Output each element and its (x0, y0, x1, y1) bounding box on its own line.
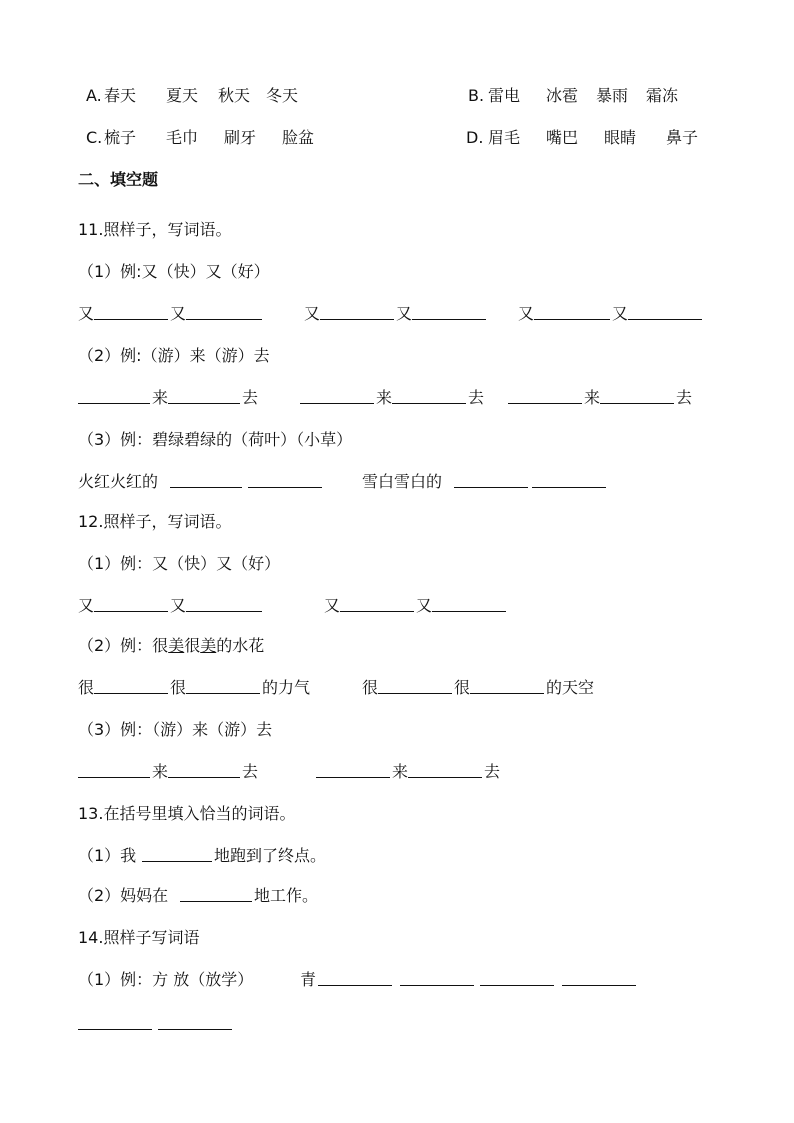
q12-lai: 来 (152, 762, 169, 781)
answer-blank[interactable] (628, 304, 702, 320)
answer-blank[interactable] (300, 388, 374, 404)
q11-example-3: （3）例：碧绿碧绿的（荷叶）（小草） (78, 430, 353, 449)
q11-example-1: （1）例:又（快）又（好） (78, 262, 270, 281)
answer-blank[interactable] (248, 472, 322, 488)
q13-s2-prefix: （2）妈妈在 (78, 886, 169, 905)
answer-blank[interactable] (186, 596, 262, 612)
option-a-word-3: 秋天 (218, 86, 251, 105)
option-d-letter: D. (466, 128, 484, 147)
option-c-word-1: 梳子 (104, 128, 137, 147)
answer-blank[interactable] (78, 388, 150, 404)
answer-blank[interactable] (432, 596, 506, 612)
answer-blank[interactable] (378, 678, 452, 694)
option-c-word-3: 刷牙 (224, 128, 257, 147)
option-a-letter: A. (86, 86, 102, 105)
q12-example-2-prefix: （2）例：很 (78, 636, 169, 655)
answer-blank[interactable] (400, 970, 474, 986)
option-b-word-1: 雷电 (488, 86, 521, 105)
q12-qu: 去 (242, 762, 259, 781)
q11-qu: 去 (676, 388, 693, 407)
q14-qing: 青 (300, 970, 317, 989)
q11-you: 又 (518, 304, 535, 323)
q12-example-2 (78, 636, 264, 656)
q12-hen: 很 (170, 678, 187, 697)
q11-huohong: 火红火红的 (78, 472, 159, 491)
answer-blank[interactable] (454, 472, 528, 488)
q12-hen: 很 (362, 678, 379, 697)
q12-lai: 来 (392, 762, 409, 781)
answer-blank[interactable] (412, 304, 486, 320)
answer-blank[interactable] (562, 970, 636, 986)
answer-blank[interactable] (532, 472, 606, 488)
answer-blank[interactable] (168, 388, 240, 404)
option-d-word-3: 眼睛 (604, 128, 637, 147)
q12-hen: 很 (78, 678, 95, 697)
q12-example-2-mid: 很 (184, 636, 201, 655)
q12-title: 12.照样子，写词语。 (78, 512, 232, 531)
q11-lai: 来 (376, 388, 393, 407)
answer-blank[interactable] (534, 304, 610, 320)
q11-xuebai: 雪白雪白的 (362, 472, 443, 491)
answer-blank[interactable] (142, 846, 212, 862)
q13-s1-prefix: （1）我 (78, 846, 137, 865)
q13-s2-suffix: 地工作。 (254, 886, 319, 905)
answer-blank[interactable] (170, 472, 242, 488)
answer-blank[interactable] (316, 762, 390, 778)
option-d-word-2: 嘴巴 (546, 128, 579, 147)
q11-example-2: （2）例:（游）来（游）去 (78, 346, 270, 365)
answer-blank[interactable] (78, 1014, 152, 1030)
option-a-word-4: 冬天 (266, 86, 299, 105)
option-c-letter: C. (86, 128, 103, 147)
option-d-word-4: 鼻子 (666, 128, 699, 147)
answer-blank[interactable] (94, 304, 168, 320)
option-b-word-4: 霜冻 (646, 86, 679, 105)
answer-blank[interactable] (318, 970, 392, 986)
answer-blank[interactable] (600, 388, 674, 404)
answer-blank[interactable] (392, 388, 466, 404)
option-b-letter: B. (468, 86, 485, 105)
answer-blank[interactable] (340, 596, 414, 612)
q11-lai: 来 (152, 388, 169, 407)
answer-blank[interactable] (408, 762, 482, 778)
option-a-word-1: 春天 (104, 86, 137, 105)
q12-qu: 去 (484, 762, 501, 781)
q11-you: 又 (612, 304, 629, 323)
answer-blank[interactable] (78, 762, 150, 778)
answer-blank[interactable] (94, 678, 168, 694)
answer-blank[interactable] (94, 596, 168, 612)
q12-example-2-suffix: 的水花 (216, 636, 265, 655)
q11-qu: 去 (242, 388, 259, 407)
q12-example-3: （3）例：（游）来（游）去 (78, 720, 273, 739)
q12-you: 又 (416, 596, 433, 615)
q11-you: 又 (396, 304, 413, 323)
answer-blank[interactable] (470, 678, 544, 694)
q11-qu: 去 (468, 388, 485, 407)
answer-blank[interactable] (480, 970, 554, 986)
answer-blank[interactable] (508, 388, 582, 404)
option-a-word-2: 夏天 (166, 86, 199, 105)
option-b-word-2: 冰雹 (546, 86, 579, 105)
section-title: 二、填空题 (78, 170, 159, 189)
q13-s1-suffix: 地跑到了终点。 (214, 846, 327, 865)
answer-blank[interactable] (320, 304, 394, 320)
q12-liqi: 的力气 (262, 678, 311, 697)
q12-example-1: （1）例：又（快）又（好） (78, 554, 281, 573)
option-b-word-3: 暴雨 (596, 86, 629, 105)
answer-blank[interactable] (186, 304, 262, 320)
answer-blank[interactable] (180, 886, 252, 902)
q14-title: 14.照样子写词语 (78, 928, 200, 947)
q12-you: 又 (78, 596, 95, 615)
option-c-word-2: 毛巾 (166, 128, 199, 147)
q11-you: 又 (170, 304, 187, 323)
answer-blank[interactable] (168, 762, 240, 778)
q11-lai: 来 (584, 388, 601, 407)
q12-example-2-underlined-1: 美 (168, 636, 185, 655)
q14-example: （1）例：方 放（放学） (78, 970, 254, 989)
q12-hen: 很 (454, 678, 471, 697)
q11-title: 11.照样子，写词语。 (78, 220, 232, 239)
q12-you: 又 (170, 596, 187, 615)
q11-you: 又 (304, 304, 321, 323)
answer-blank[interactable] (186, 678, 260, 694)
q11-you: 又 (78, 304, 95, 323)
q12-tiankong: 的天空 (546, 678, 595, 697)
answer-blank[interactable] (158, 1014, 232, 1030)
option-c-word-4: 脸盆 (282, 128, 315, 147)
q13-title: 13.在括号里填入恰当的词语。 (78, 804, 296, 823)
q12-example-2-underlined-2: 美 (200, 636, 217, 655)
option-d-word-1: 眉毛 (488, 128, 521, 147)
q12-you: 又 (324, 596, 341, 615)
